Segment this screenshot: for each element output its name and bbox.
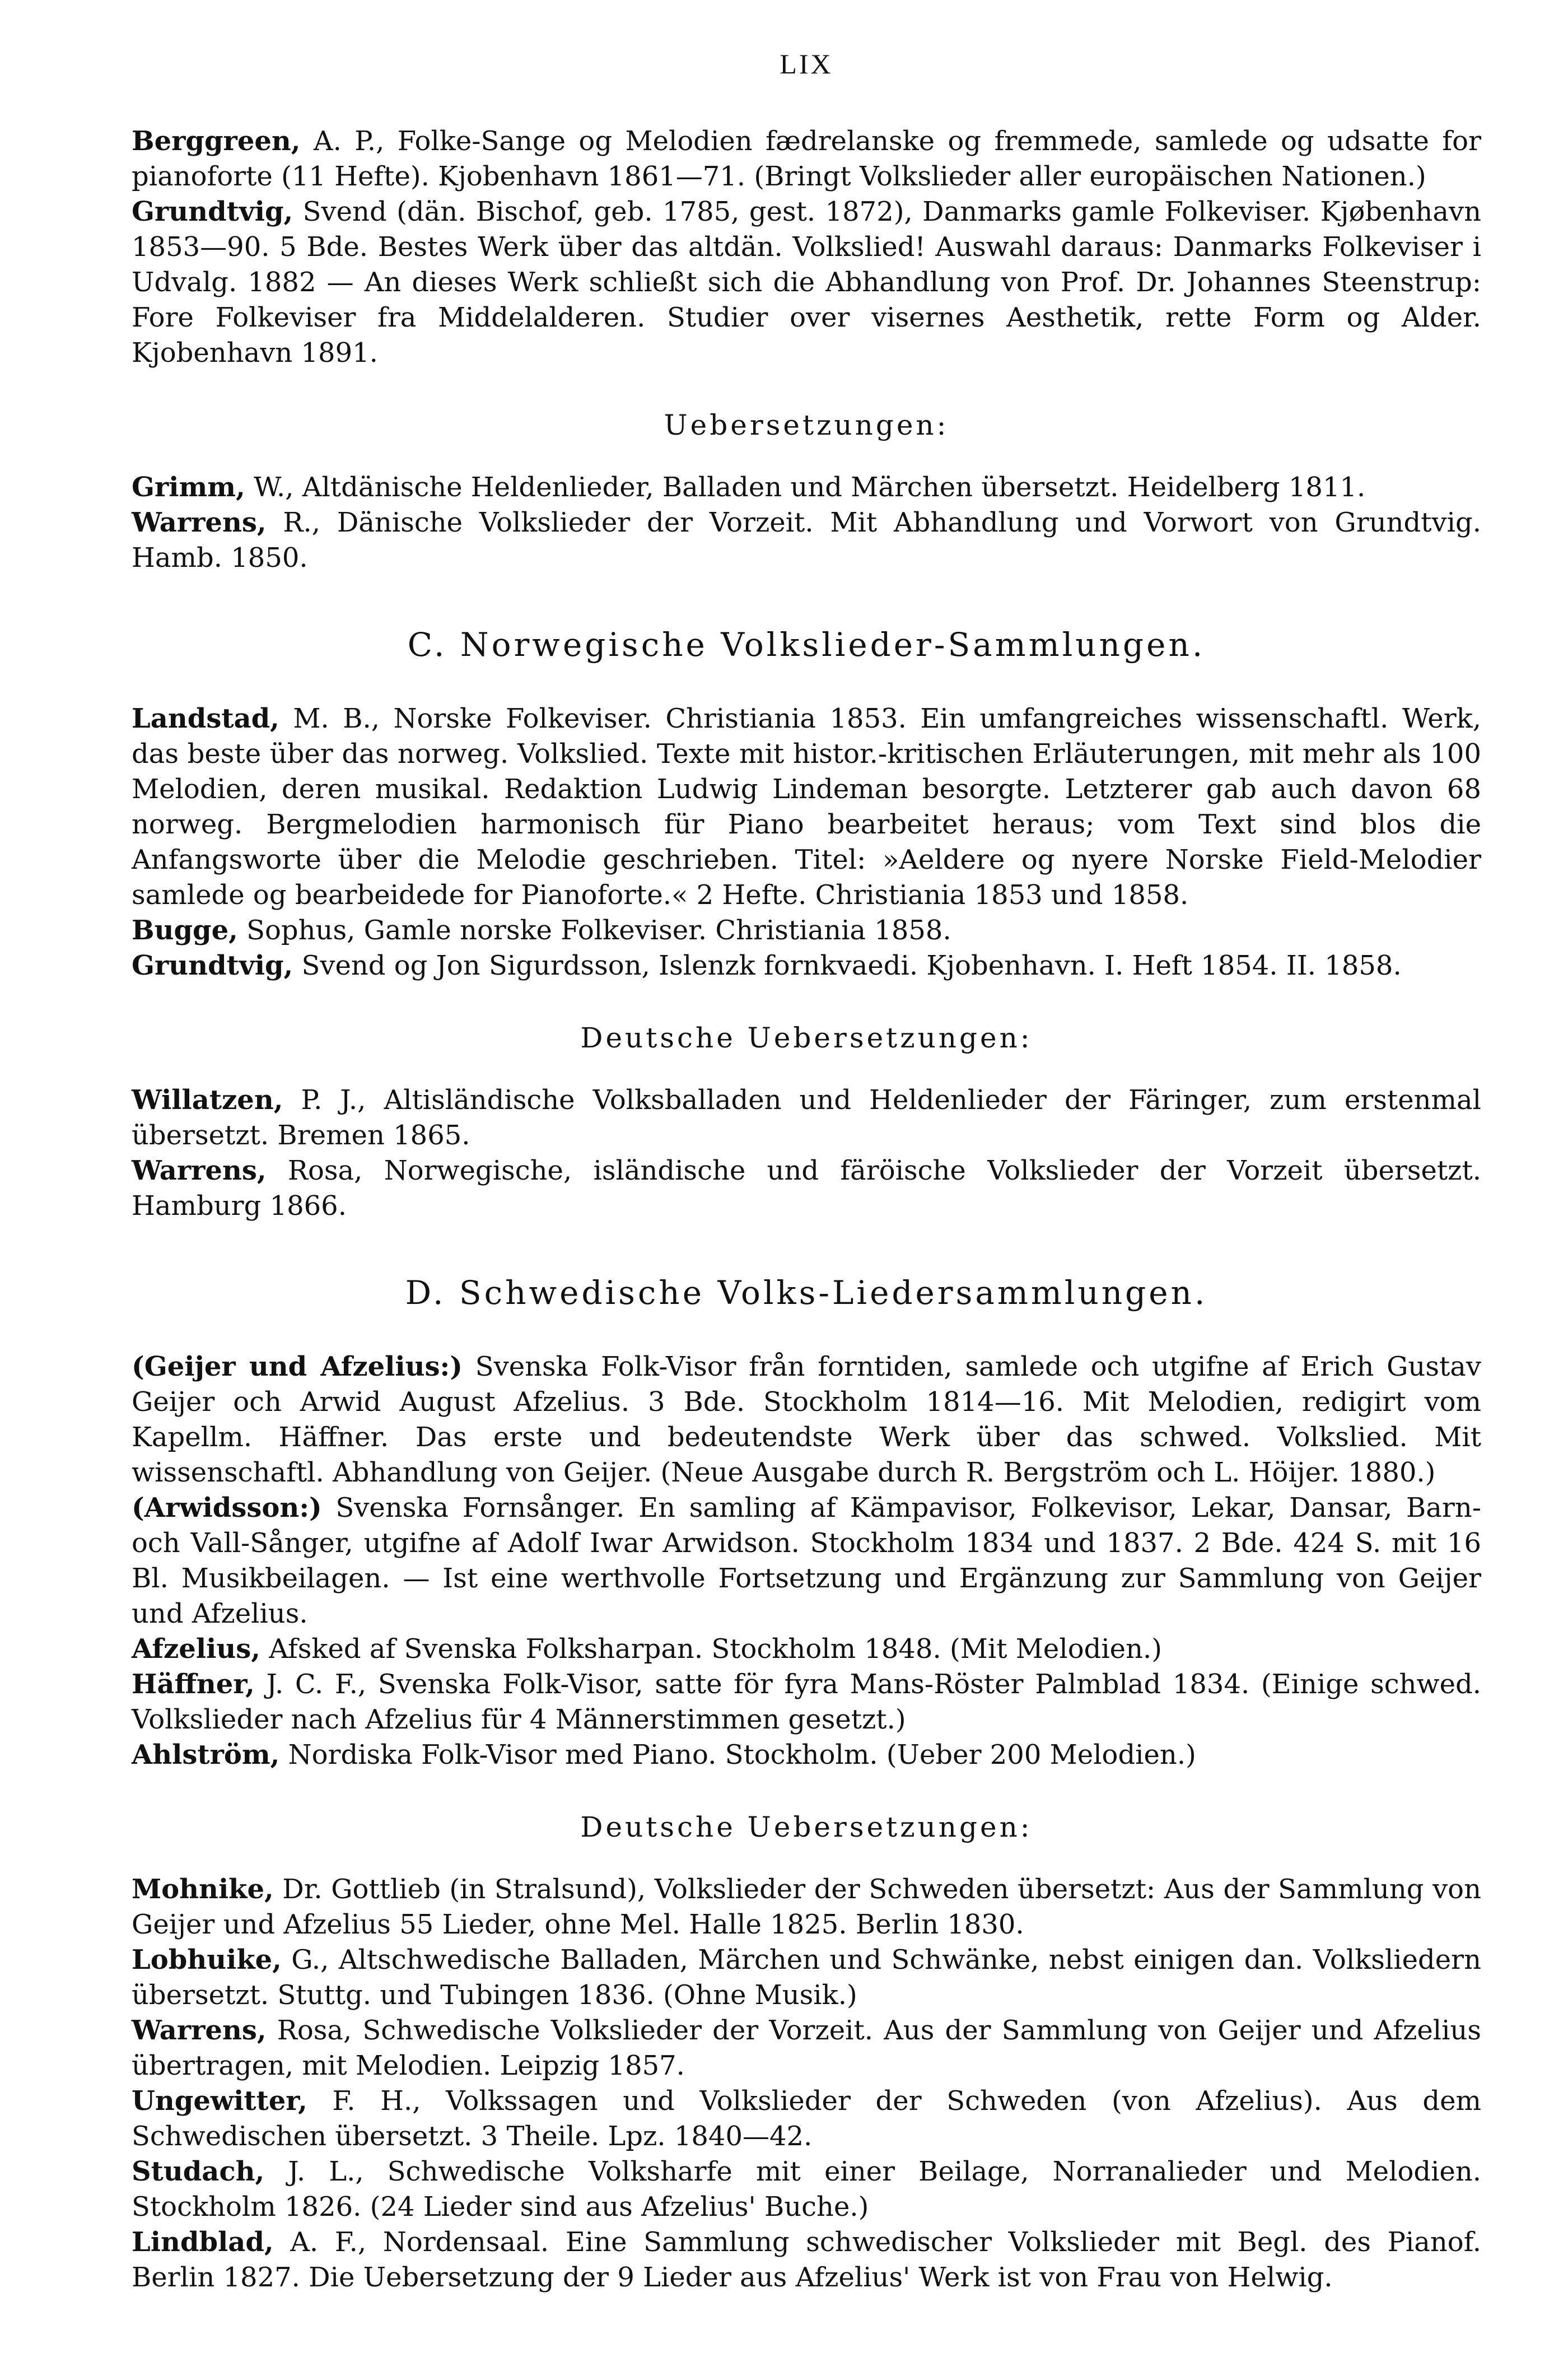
entry-author: Ahlström, xyxy=(132,1739,280,1771)
entry-text: Sophus, Gamle norske Folkeviser. Christiania 1858. xyxy=(237,915,951,946)
entry-author: Bugge, xyxy=(132,915,238,946)
bibliography-entry xyxy=(132,124,1481,194)
entry-text: Rosa, Norwegische, isländische und färöische Volkslieder der Vorzeit übersetzt. Hamburg 1866. xyxy=(132,1155,1481,1222)
entry-text: J. C. F., Svenska Folk-Visor, satte för fyra Mans-Röster Palmblad 1834. (Einige schwed. Volkslieder nach Afzelius für 4 Männerstimmen gesetzt.) xyxy=(132,1669,1481,1735)
entry-text: Svenska Fornsånger. En samling af Kämpavisor, Folkevisor, Lekar, Dansar, Barn- och Vall-Sånger, utgifne af Adolf Iwar Arwidson. Stockholm 1834 und 1837. 2 Bde. 424 S. mit 16 Bl. Musikbeilagen. — Ist eine werthvolle Fortsetzung und Ergänzung zur Sammlung von Geijer und Afzelius. xyxy=(132,1492,1481,1629)
entry-author: Afzelius, xyxy=(132,1633,260,1665)
section-heading-d: D. Schwedische Volks-Liedersammlungen. xyxy=(405,1274,1208,1312)
entry-author: Grundtvig, xyxy=(132,196,293,227)
document-page xyxy=(132,48,1481,2295)
entry-text: Svend (dän. Bischof, geb. 1785, gest. 1872), Danmarks gamle Folkeviser. Kjøbenhavn 1853—90. 5 Bde. Bestes Werk über das altdän. Volkslied! Auswahl daraus: Danmarks Folkeviser i Udvalg. 1882 — An dieses Werk schließt sich die Abhandlung von Prof. Dr. Johannes Steenstrup: Fore Folkeviser fra Middelalderen. Studier over visernes Aesthetik, rette Form og Alder. Kjobenhavn 1891. xyxy=(132,196,1481,369)
entry-author: Warrens, xyxy=(132,1155,267,1186)
entry-text: P. J., Altisländische Volksballaden und Heldenlieder der Färinger, zum erstenmal übersetzt. Bremen 1865. xyxy=(132,1084,1481,1151)
page-number: LIX xyxy=(780,48,833,80)
entry-text: Svenska Folk-Visor från forntiden, samlede och utgifne af Erich Gustav Geijer och Arwid August Afzelius. 3 Bde. Stockholm 1814—16. Mit Melodien, redigirt vom Kapellm. Häffner. Das erste und bedeutendste Werk über das schwed. Volkslied. Mit wissenschaftl. Abhandlung von Geijer. (Neue Ausgabe durch R. Bergström och L. Höijer. 1880.) xyxy=(132,1351,1482,1488)
bibliography-entry xyxy=(132,1083,1481,1153)
entry-author: Ungewitter, xyxy=(132,2085,307,2117)
bibliography-entry xyxy=(132,2013,1481,2084)
entry-author: Warrens, xyxy=(132,2015,267,2046)
bibliography-entry xyxy=(132,1153,1481,1224)
bibliography-entry xyxy=(132,913,1481,948)
entry-author: Landstad, xyxy=(132,703,279,734)
entry-text: W., Altdänische Heldenlieder, Balladen und Märchen übersetzt. Heidelberg 1811. xyxy=(245,472,1366,503)
entry-text: A. P., Folke-Sange og Melodien fædrelanske og fremmede, samlede og udsatte for pianoforte (11 Hefte). Kjobenhavn 1861—71. (Bringt Volkslieder aller europäischen Nationen.) xyxy=(132,125,1481,192)
bibliography-entry xyxy=(132,1632,1481,1667)
entry-text: M. B., Norske Folkeviser. Christiania 1853. Ein umfangreiches wissenschaftl. Werk, das beste über das norweg. Volkslied. Texte mit histor.-kritischen Erläuterungen, mit mehr als 100 Melodien, deren musikal. Redaktion Ludwig Lindeman besorgte. Letzterer gab auch davon 68 norweg. Bergmelodien harmonisch für Piano bearbeitet heraus; vom Text sind blos die Anfangsworte über die Melodie geschrieben. Titel: »Aeldere og nyere Norske Field-Melodier samlede og bearbeidede for Pianoforte.« 2 Hefte. Christiania 1853 und 1858. xyxy=(132,703,1481,911)
bibliography-entry xyxy=(132,505,1481,576)
entry-author: Grundtvig, xyxy=(132,950,293,981)
bibliography-entry xyxy=(132,2084,1481,2154)
entry-author: Lobhuike, xyxy=(132,1944,282,1976)
entry-author: Häffner, xyxy=(132,1669,255,1700)
bibliography-entry xyxy=(132,194,1481,371)
entry-text: Dr. Gottlieb (in Stralsund), Volkslieder der Schweden übersetzt: Aus der Sammlung von Geijer und Afzelius 55 Lieder, ohne Mel. Halle 1825. Berlin 1830. xyxy=(132,1874,1481,1940)
entry-author: Grimm, xyxy=(132,472,245,503)
bibliography-entry xyxy=(132,1942,1481,2013)
bibliography-entry xyxy=(132,1872,1481,1942)
entry-author: Warrens, xyxy=(132,507,267,538)
entry-text: Svend og Jon Sigurdsson, Islenzk fornkvaedi. Kjobenhavn. I. Heft 1854. II. 1858. xyxy=(293,950,1402,981)
entry-text: J. L., Schwedische Volksharfe mit einer Beilage, Norranalieder und Melodien. Stockholm 1826. (24 Lieder sind aus Afzelius' Buche.) xyxy=(132,2156,1481,2223)
bibliography-entry xyxy=(132,1737,1481,1773)
subheading-german-translations: Deutsche Uebersetzungen: xyxy=(580,1022,1033,1054)
entry-text: G., Altschwedische Balladen, Märchen und Schwänke, nebst einigen dan. Volksliedern übersetzt. Stuttg. und Tubingen 1836. (Ohne Musik.) xyxy=(132,1944,1481,2011)
entry-text: Rosa, Schwedische Volkslieder der Vorzeit. Aus der Sammlung von Geijer und Afzelius übertragen, mit Melodien. Leipzig 1857. xyxy=(132,2015,1481,2081)
entry-text: R., Dänische Volkslieder der Vorzeit. Mit Abhandlung und Vorwort von Grundtvig. Hamb. 1850. xyxy=(132,507,1481,574)
entry-text: A. F., Nordensaal. Eine Sammlung schwedischer Volkslieder mit Begl. des Pianof. Berlin 1827. Die Uebersetzung der 9 Lieder aus Afzelius' Werk ist von Frau von Helwig. xyxy=(132,2226,1481,2293)
entry-author: Mohnike, xyxy=(132,1874,274,1905)
bibliography-entry xyxy=(132,948,1481,984)
bibliography-entry xyxy=(132,1667,1481,1737)
subheading-translations: Uebersetzungen: xyxy=(664,409,949,441)
entry-author: Lindblad, xyxy=(132,2226,274,2258)
section-heading-c: C. Norwegische Volkslieder-Sammlungen. xyxy=(407,626,1206,664)
entry-author: Berggreen, xyxy=(132,125,301,157)
bibliography-entry xyxy=(132,2225,1481,2295)
subheading-german-translations: Deutsche Uebersetzungen: xyxy=(580,1811,1033,1843)
bibliography-entry xyxy=(132,701,1481,913)
entry-author: (Geijer und Afzelius:) xyxy=(132,1351,463,1382)
bibliography-entry xyxy=(132,470,1481,505)
bibliography-entry xyxy=(132,2154,1481,2225)
entry-text: F. H., Volkssagen und Volkslieder der Schweden (von Afzelius). Aus dem Schwedischen übersetzt. 3 Theile. Lpz. 1840—42. xyxy=(132,2085,1481,2152)
bibliography-entry xyxy=(132,1349,1481,1490)
entry-author: Willatzen, xyxy=(132,1084,283,1116)
bibliography-entry xyxy=(132,1490,1481,1632)
entry-author: (Arwidsson:) xyxy=(132,1492,322,1524)
entry-author: Studach, xyxy=(132,2156,265,2187)
entry-text: Nordiska Folk-Visor med Piano. Stockholm. (Ueber 200 Melodien.) xyxy=(279,1739,1196,1771)
entry-text: Afsked af Svenska Folksharpan. Stockholm 1848. (Mit Melodien.) xyxy=(260,1633,1162,1665)
